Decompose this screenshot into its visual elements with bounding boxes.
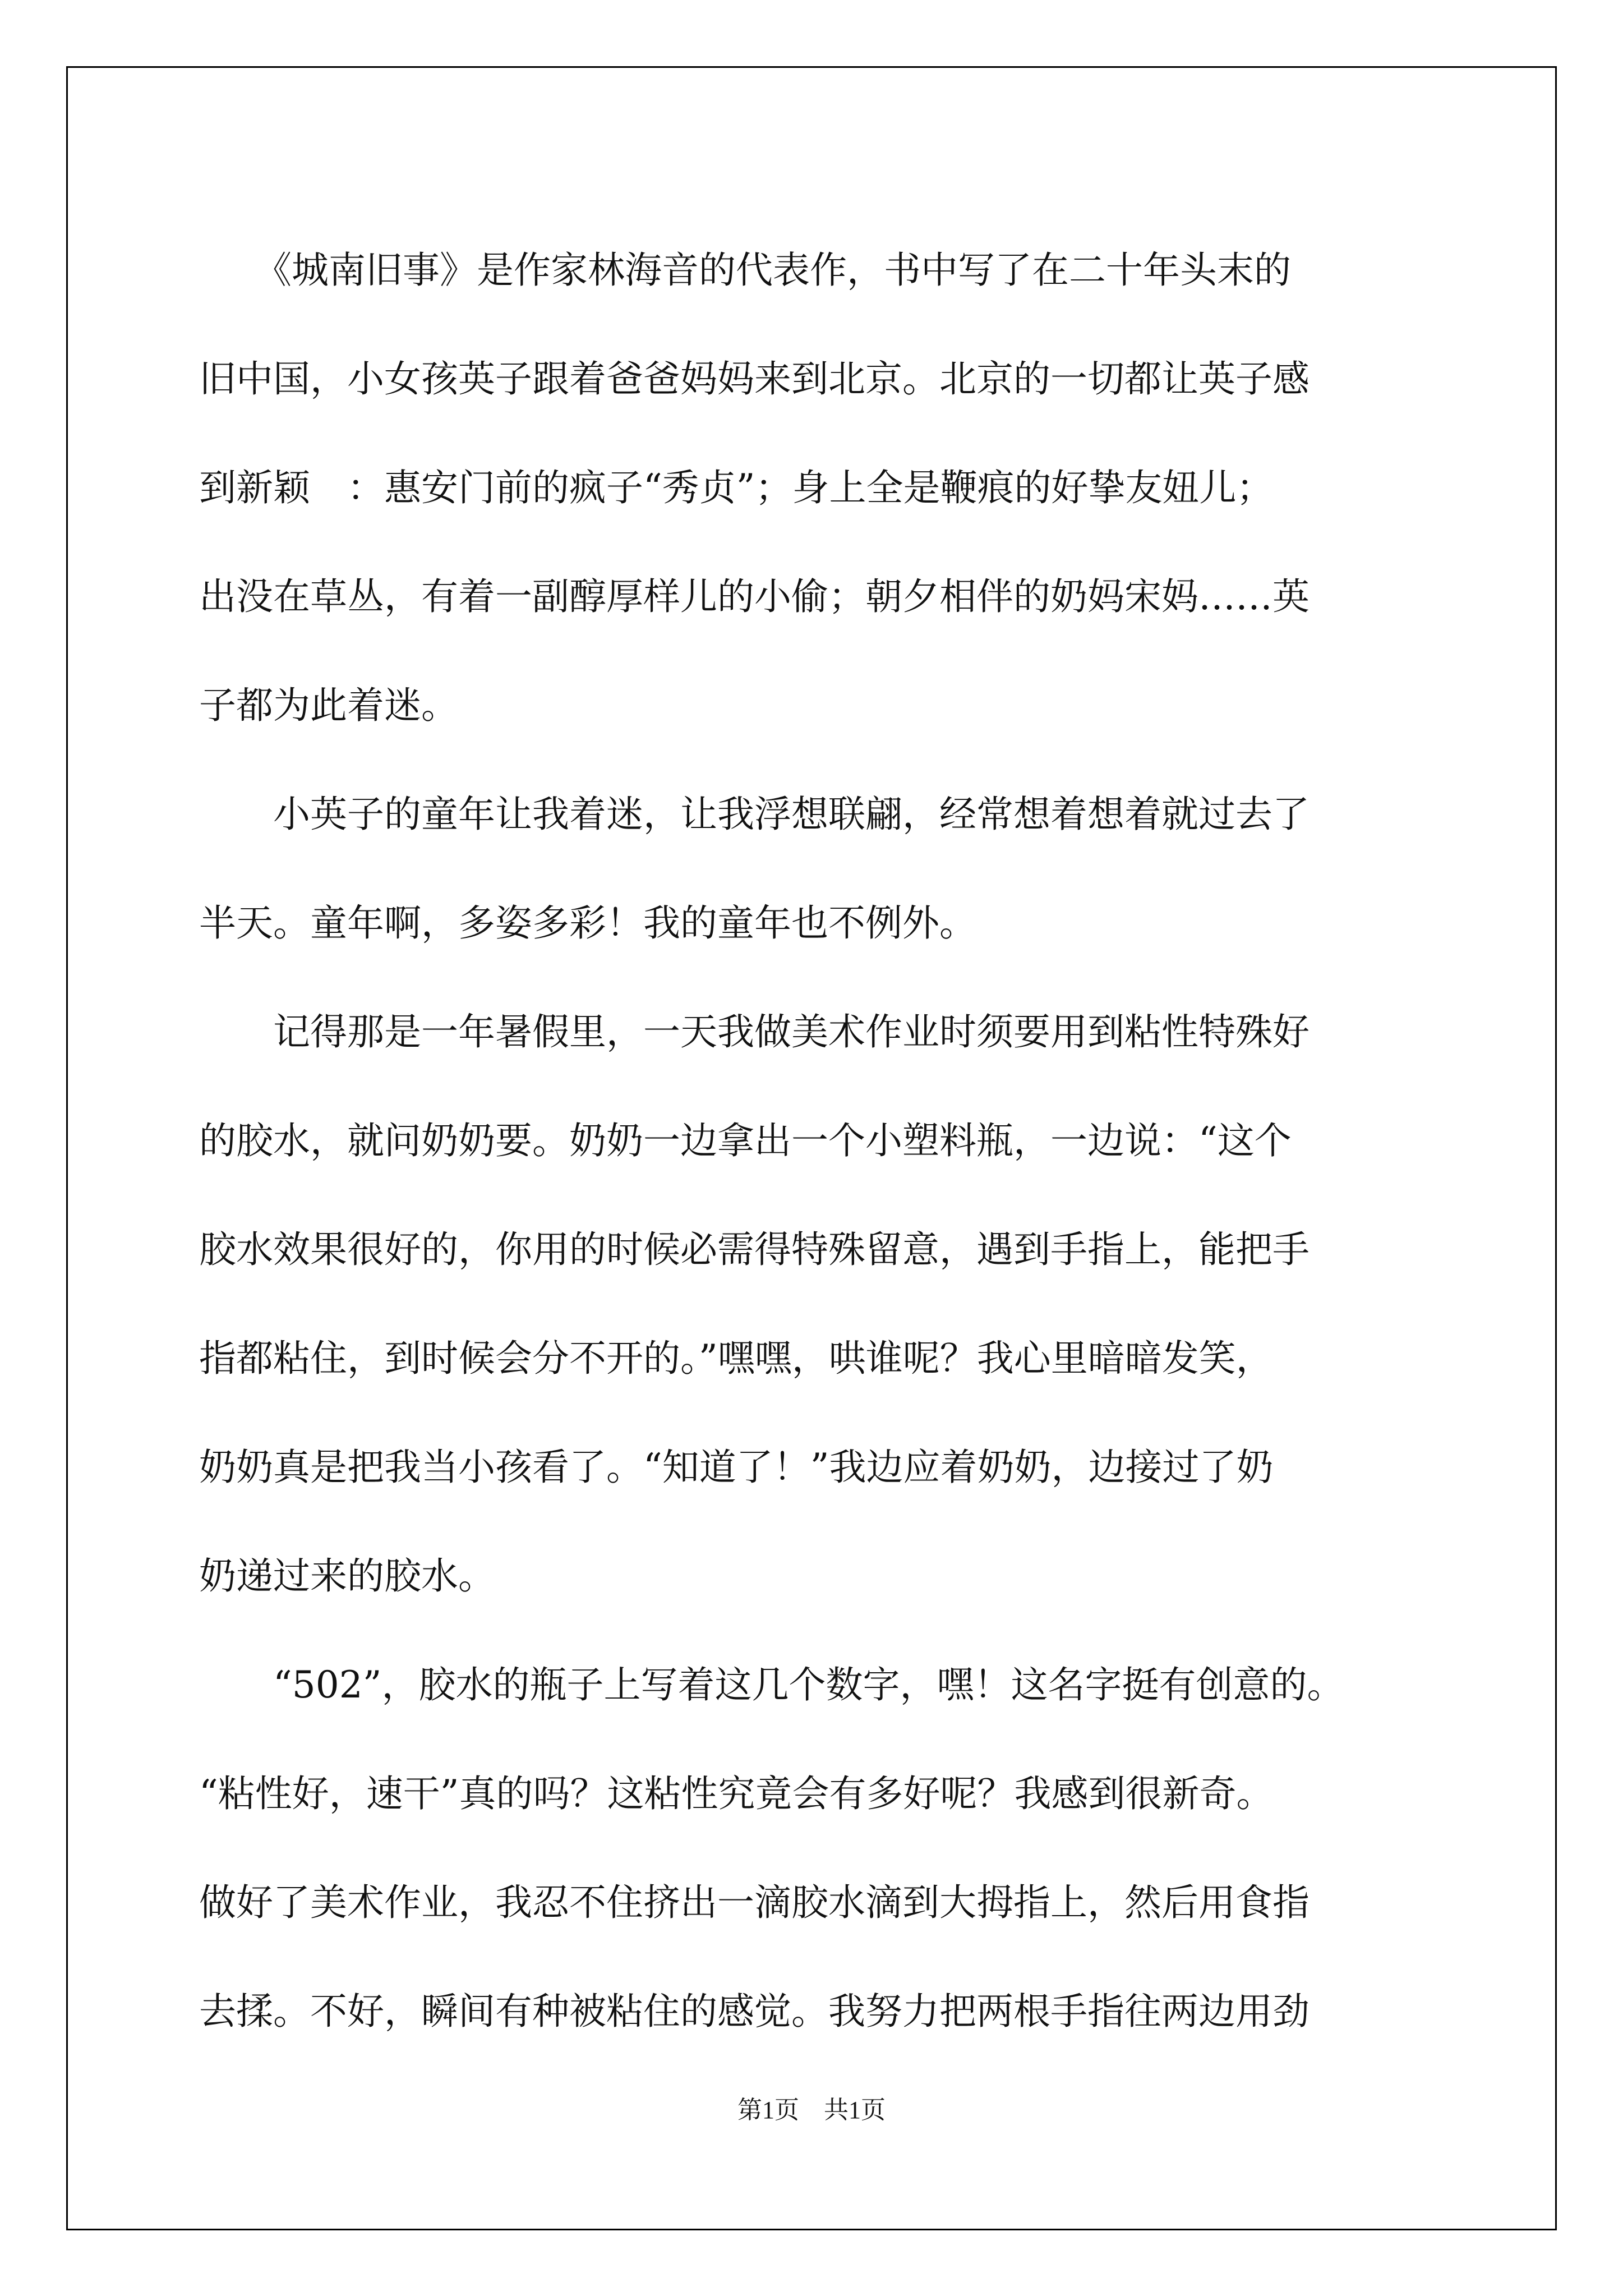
page-footer: 第1页 共1页 <box>737 2096 886 2124</box>
text-line: 《城南旧事》是作家林海音的代表作，书中写了在二十年头末的 <box>199 249 1291 292</box>
text-line: 旧中国，小女孩英子跟着爸爸妈妈来到北京。北京的一切都让英子感 <box>199 357 1310 401</box>
paragraph-2 <box>199 760 1438 978</box>
text-line: “502”，胶水的瓶子上写着这几个数字，嘿！这名字挺有创意的。 <box>199 1663 1344 1706</box>
text-line: 指都粘住，到时候会分不开的。”嘿嘿，哄谁呢？我心里暗暗发笑， <box>199 1337 1273 1380</box>
text-line: 奶奶真是把我当小孩看了。“知道了！”我边应着奶奶，边接过了奶 <box>199 1446 1274 1489</box>
text-line: 做好了美术作业，我忍不住挤出一滴胶水滴到大拇指上，然后用食指 <box>199 1881 1310 1924</box>
text-line: 记得那是一年暑假里，一天我做美术作业时须要用到粘性特殊好 <box>199 1010 1310 1053</box>
text-line: 奶递过来的胶水。 <box>199 1554 495 1598</box>
paragraph-3 <box>199 978 1438 1631</box>
text-line: 胶水效果很好的，你用的时候必需得特殊留意，遇到手指上，能把手 <box>199 1228 1310 1271</box>
document-body <box>199 216 1438 2066</box>
text-line: “粘性好，速干”真的吗？这粘性究竟会有多好呢？我感到很新奇。 <box>199 1772 1274 1815</box>
text-line: 到新颖 ：惠安门前的疯子“秀贞”；身上全是鞭痕的好挚友妞儿； <box>199 466 1274 509</box>
paragraph-1 <box>199 216 1438 760</box>
text-line: 出没在草丛，有着一副醇厚样儿的小偷；朝夕相伴的奶妈宋妈……英 <box>199 575 1310 618</box>
text-line: 子都为此着迷。 <box>199 684 458 727</box>
text-line: 半天。童年啊，多姿多彩！我的童年也不例外。 <box>199 901 976 945</box>
text-line: 去揉。不好，瞬间有种被粘住的感觉。我努力把两根手指往两边用劲 <box>199 1990 1310 2033</box>
paragraph-4 <box>199 1631 1438 2066</box>
text-line: 的胶水，就问奶奶要。奶奶一边拿出一个小塑料瓶，一边说：“这个 <box>199 1119 1292 1162</box>
text-line: 小英子的童年让我着迷，让我浮想联翩，经常想着想着就过去了 <box>199 793 1310 836</box>
